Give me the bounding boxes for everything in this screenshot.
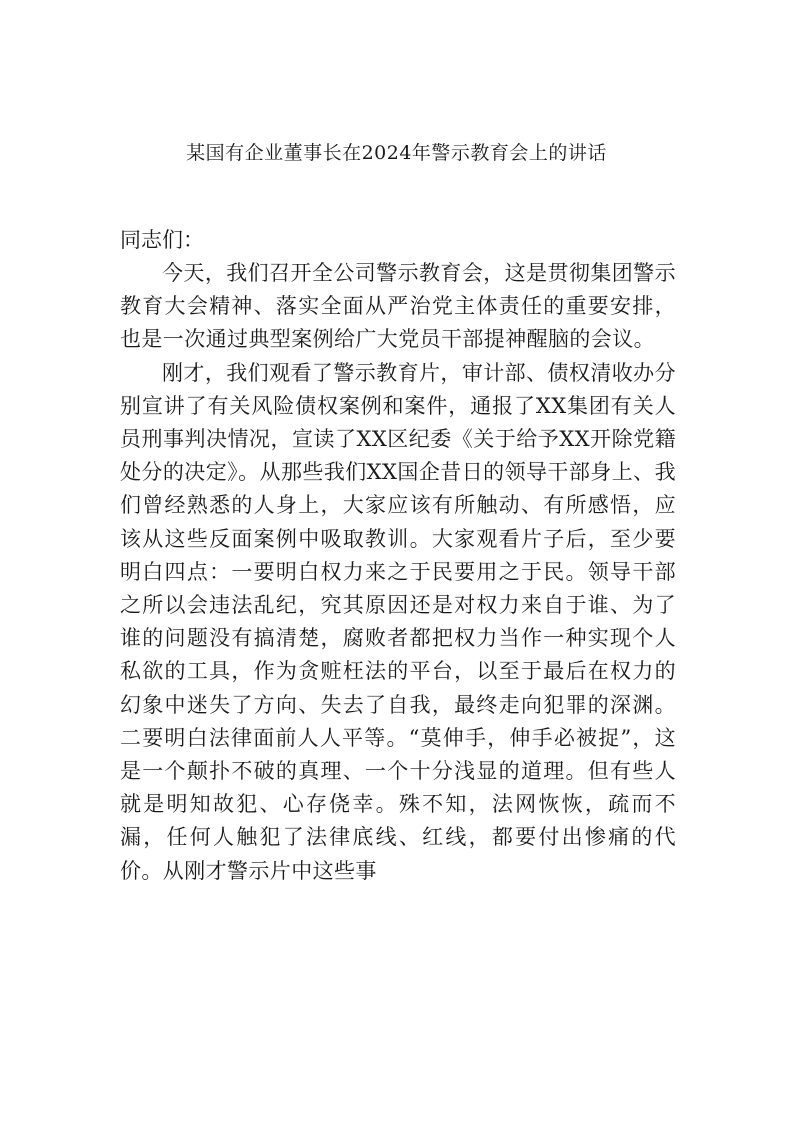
document-body: [120, 257, 676, 888]
document-title: 某国有企业董事长在2024年警示教育会上的讲话: [186, 142, 607, 164]
paragraph: 今天，我们召开全公司警示教育会，这是贯彻集团警示教育大会精神、落实全面从严治党主体责任的重要安排，也是一次通过典型案例给广大党员干部提神醒脑的会议。: [120, 261, 676, 352]
paragraph: 刚才，我们观看了警示教育片，审计部、债权清收办分别宣讲了有关风险债权案例和案件，通报了XX集团有关人员刑事判决情况，宣读了XX区纪委《关于给予XX开除党籍处分的决定》。从那些我们XX国企昔日的领导干部身上、我们曾经熟悉的人身上，大家应该有所触动、有所感悟，应该从这些反面案例中吸取教训。大家观看片子后，至少要明白四点：一要明白权力来之于民要用之于民。领导干部之所以会违法乱纪，究其原因还是对权力来自于谁、为了谁的问题没有搞清楚，腐败者都把权力当作一种实现个人私欲的工具，作为贪赃枉法的平台，以至于最后在权力的幻象中迷失了方向、失去了自我，最终走向犯罪的深渊。二要明白法律面前人人平等。“莫伸手，伸手必被捉”，这是一个颠扑不破的真理、一个十分浅显的道理。但有些人就是明知故犯、心存侥幸。殊不知，法网恢恢，疏而不漏，任何人触犯了法律底线、红线，都要付出惨痛的代价。从刚才警示片中这些事: [120, 360, 676, 883]
salutation: 同志们：: [120, 228, 204, 252]
